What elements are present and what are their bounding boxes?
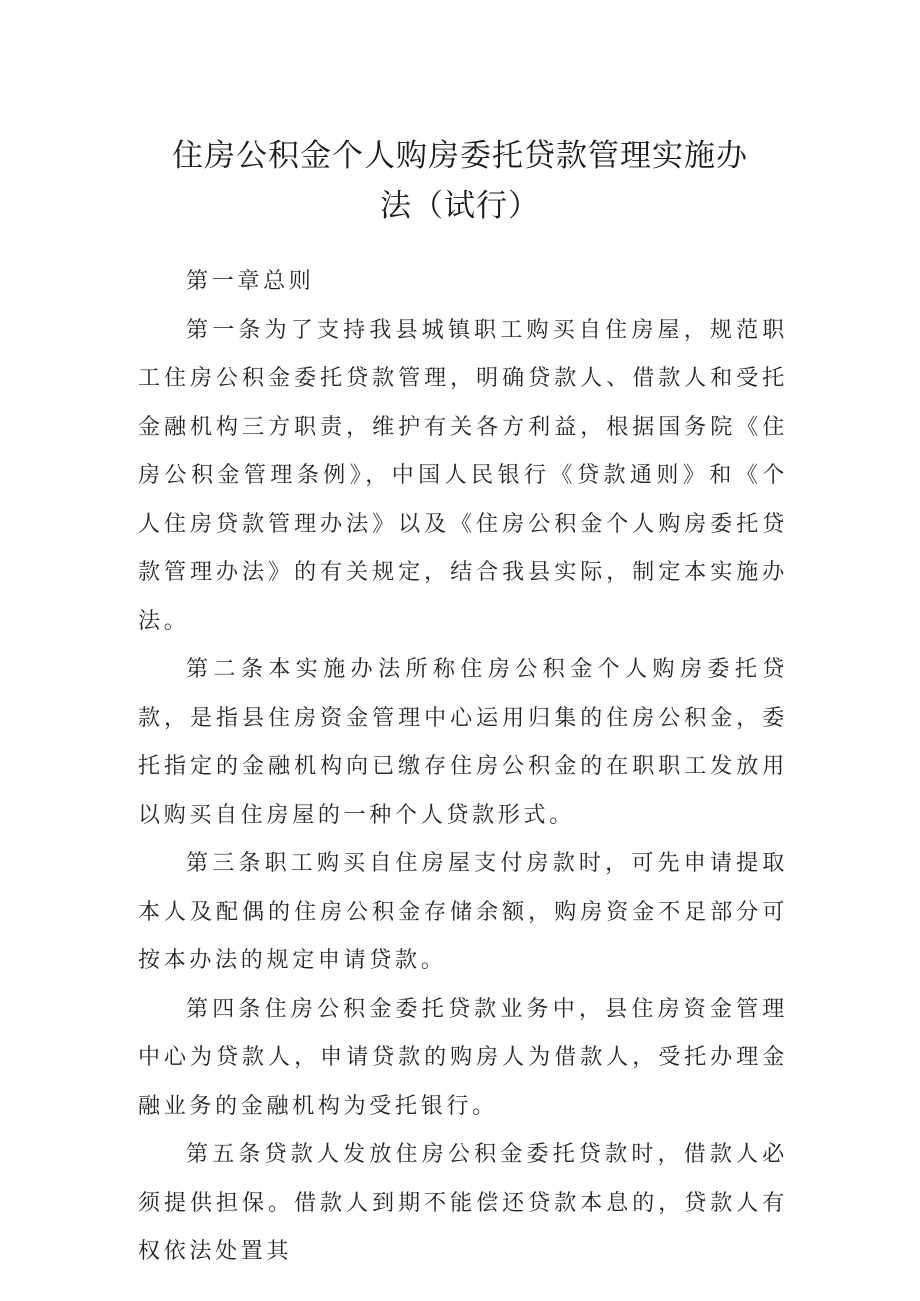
document-body (138, 258, 788, 1277)
article-4: 第四条住房公积金委托贷款业务中，县住房资金管理中心为贷款人，申请贷款的购房人为借款人，受托办理金融业务的金融机构为受托银行。 (138, 996, 788, 1119)
article-3: 第三条职工购买自住房屋支付房款时，可先申请提取本人及配偶的住房公积金存储余额，购房资金不足部分可按本办法的规定申请贷款。 (138, 851, 788, 973)
article-2: 第二条本实施办法所称住房公积金个人购房委托贷款，是指县住房资金管理中心运用归集的住房公积金，委托指定的金融机构向已缴存住房公积金的在职职工发放用以购买自住房屋的一种个人贷款形式。 (138, 657, 788, 828)
article-5: 第五条贷款人发放住房公积金委托贷款时，借款人必须提供担保。借款人到期不能偿还贷款本息的，贷款人有权依法处置其 (138, 1142, 788, 1264)
chapter-heading: 第一章总则 (186, 269, 315, 294)
document-title-line-1: 住房公积金个人购房委托贷款管理实施办 (172, 138, 748, 174)
article-1: 第一条为了支持我县城镇职工购买自住房屋，规范职工住房公积金委托贷款管理，明确贷款人、借款人和受托金融机构三方职责，维护有关各方利益，根据国务院《住房公积金管理条例》，中国人民银行《贷款通则》和《个人住房贷款管理办法》以及《住房公积金个人购房委托贷款管理办法》的有关规定，结合我县实际，制定本实施办法。 (138, 317, 788, 634)
document-title-line-2: 法（试行） (380, 188, 540, 224)
